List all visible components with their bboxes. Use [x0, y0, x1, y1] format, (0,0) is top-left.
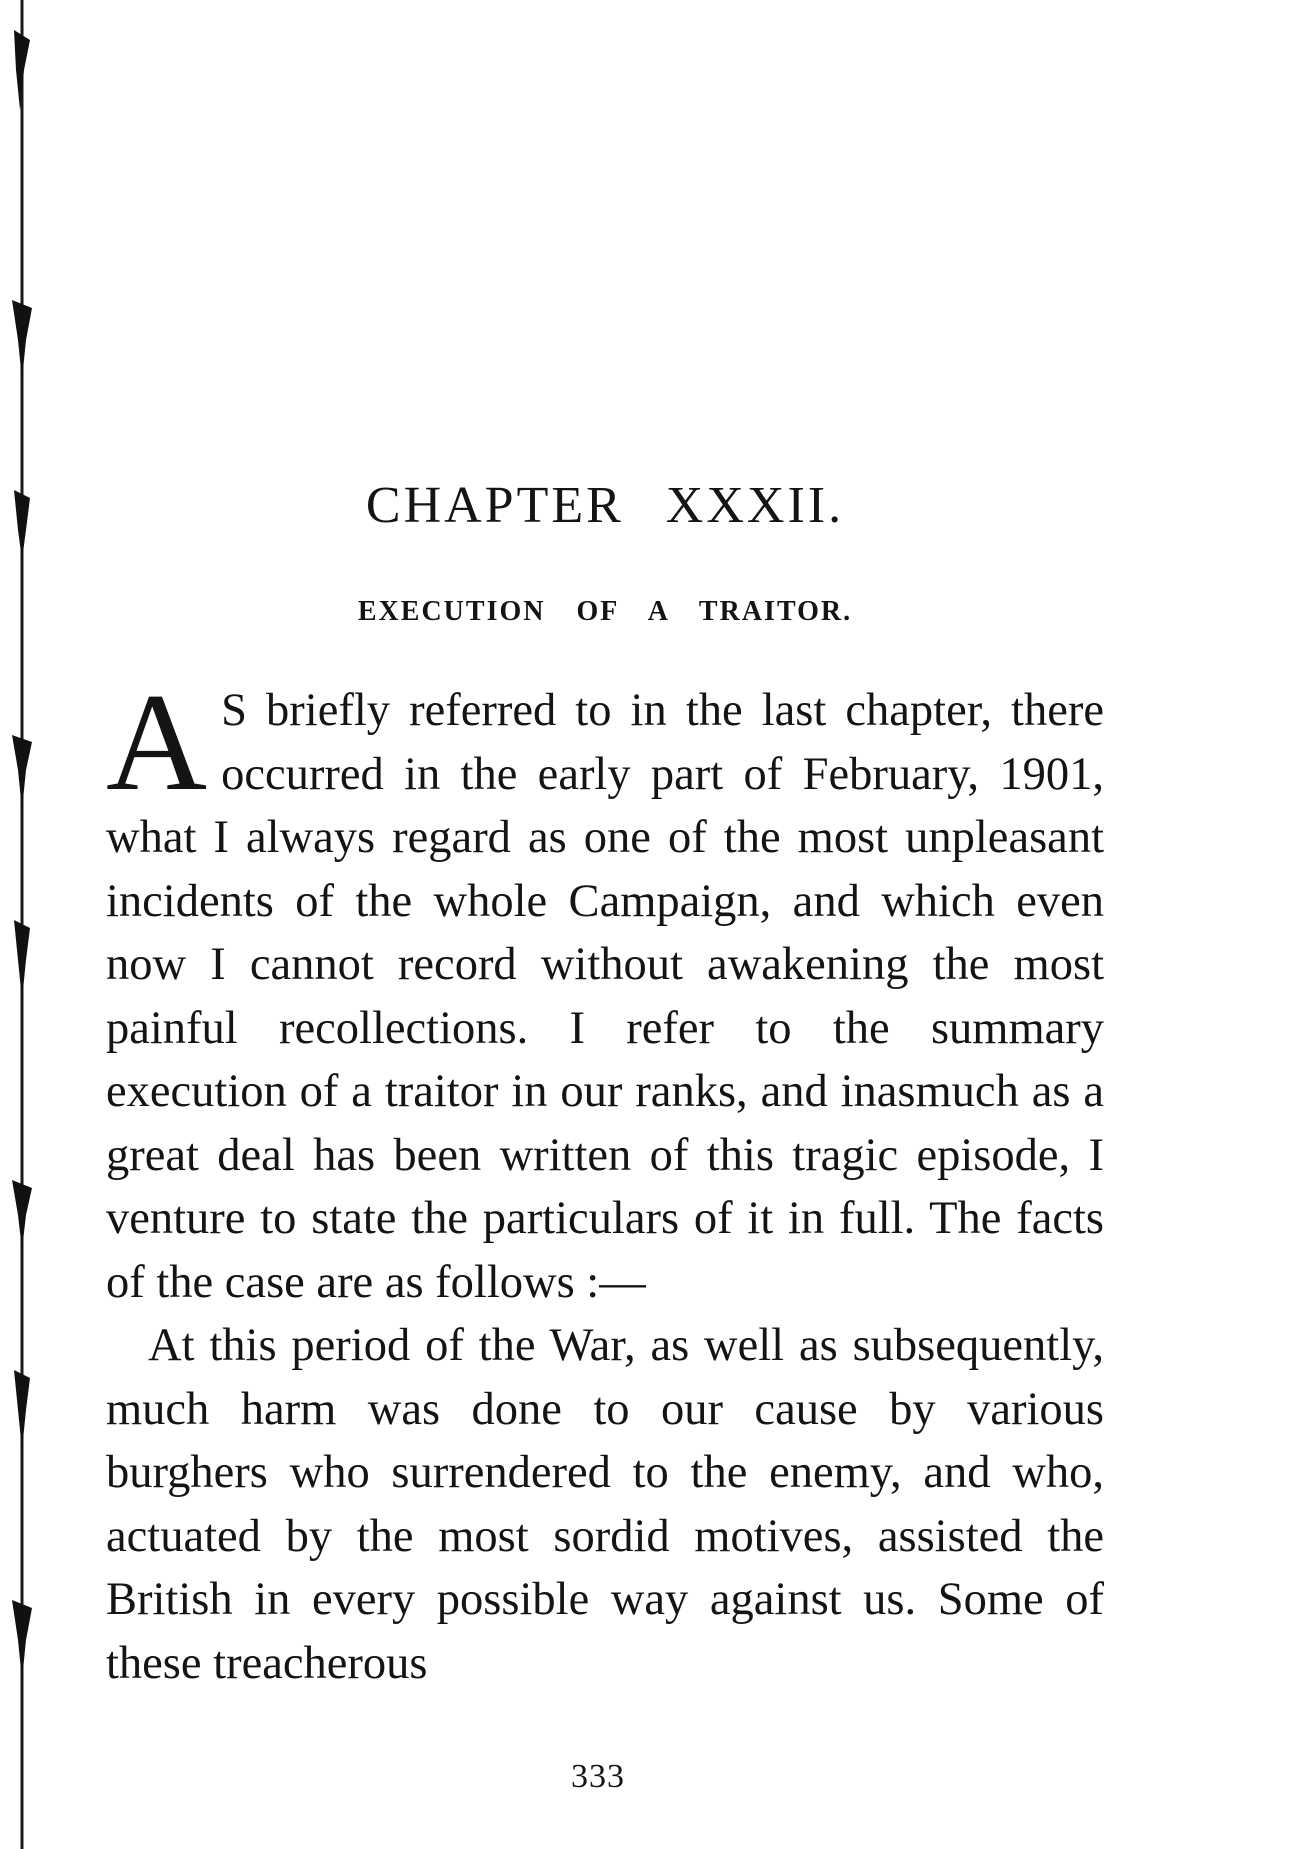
- chapter-title: CHAPTER XXXII.: [365, 477, 845, 534]
- paragraph-1-text: S briefly referred to in the last chapter, there occurred in the early part of February, 1901, what I always regard as one of the most unpleasant incidents of the whole Campaign, and which even now I cannot record without awakening the most painful recollections. I refer to the summary execution of a traitor in our ranks, and inasmuch as a great deal has been written of this tragic episode, I venture to state the particulars of it in full. The facts of the case are as follows :—: [106, 685, 1104, 1308]
- body-text: [106, 665, 1104, 1695]
- drop-cap: A: [106, 665, 208, 820]
- paragraph-1: [106, 665, 1104, 1314]
- page-number: 333: [571, 1758, 625, 1795]
- chapter-subtitle: EXECUTION OF A TRAITOR.: [357, 596, 853, 627]
- binding-edge: [0, 0, 44, 1849]
- paragraph-2: At this period of the War, as well as subsequently, much harm was done to our cause by various burghers who surrendered to the enemy, and who, actuated by the most sordid motives, assisted the British in every possible way against us. Some of these treacherous: [106, 1320, 1104, 1689]
